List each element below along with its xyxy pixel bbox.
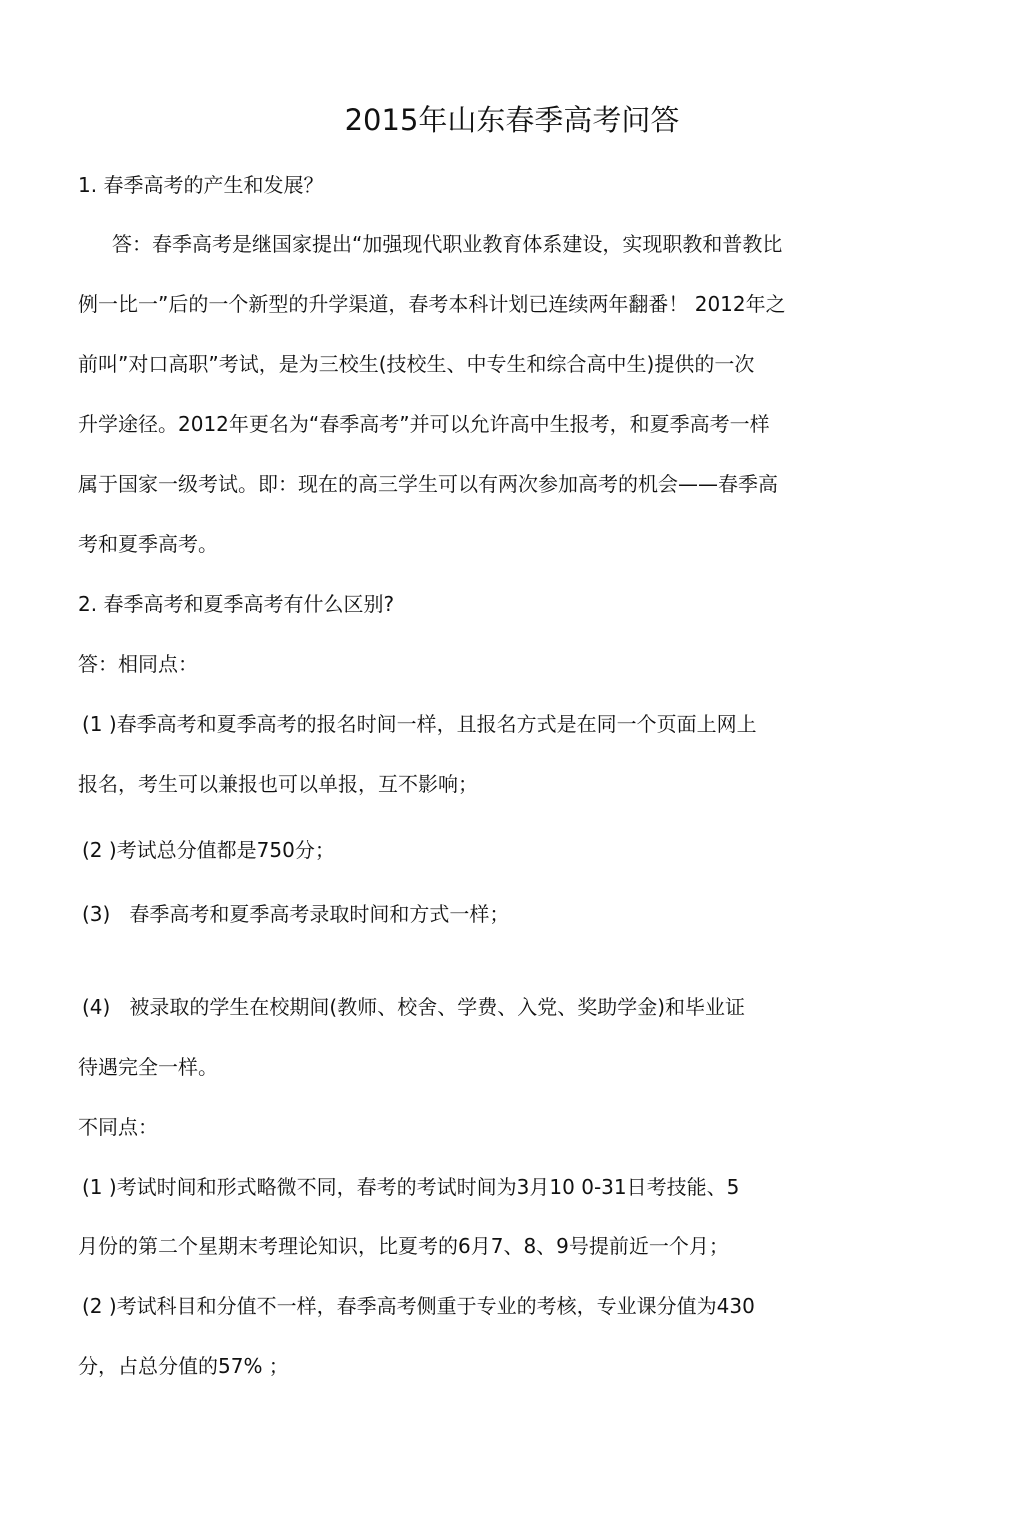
differences-label: 不同点： — [78, 1115, 158, 1139]
answer-1-line-6: 考和夏季高考。 — [78, 532, 218, 556]
similarity-4-line-2: 待遇完全一样。 — [78, 1055, 218, 1079]
similarity-2: (2 )考试总分值都是750分； — [82, 838, 335, 862]
answer-2-similarities-label: 答：相同点： — [78, 652, 198, 676]
similarity-1-line-1: (1 )春季高考和夏季高考的报名时间一样，且报名方式是在同一个页面上网上 — [82, 712, 757, 736]
difference-1-line-2: 月份的第二个星期末考理论知识，比夏考的6月7、8、9号提前近一个月； — [78, 1234, 729, 1258]
answer-1-line-3: 前叫”对口高职”考试，是为三校生(技校生、中专生和综合高中生)提供的一次 — [78, 352, 755, 376]
answer-1-line-5: 属于国家一级考试。即：现在的高三学生可以有两次参加高考的机会——春季高 — [78, 472, 778, 496]
question-1-heading: 1. 春季高考的产生和发展？ — [78, 173, 324, 197]
difference-2-line-2: 分，占总分值的57% ； — [78, 1354, 289, 1378]
question-2-heading: 2. 春季高考和夏季高考有什么区别? — [78, 592, 395, 616]
similarity-4-line-1: (4) 被录取的学生在校期间(教师、校舍、学费、入党、奖助学金)和毕业证 — [82, 995, 746, 1019]
answer-1-line-4: 升学途径。2012年更名为“春季高考”并可以允许高中生报考，和夏季高考一样 — [78, 412, 770, 436]
similarity-3: (3) 春季高考和夏季高考录取时间和方式一样； — [82, 902, 510, 926]
document-title: 2015年山东春季高考问答 — [344, 103, 680, 137]
answer-1-line-1: 答：春季高考是继国家提出“加强现代职业教育体系建设，实现职教和普教比 — [112, 232, 783, 256]
difference-1-line-1: (1 )考试时间和形式略微不同，春考的考试时间为3月10 0-31日考技能、5 — [82, 1175, 740, 1199]
difference-2-line-1: (2 )考试科目和分值不一样，春季高考侧重于专业的考核，专业课分值为430 — [82, 1294, 755, 1318]
similarity-1-line-2: 报名，考生可以兼报也可以单报，互不影响； — [78, 772, 478, 796]
answer-1-line-2: 例一比一”后的一个新型的升学渠道，春考本科计划已连续两年翻番！ 2012年之 — [78, 292, 786, 316]
